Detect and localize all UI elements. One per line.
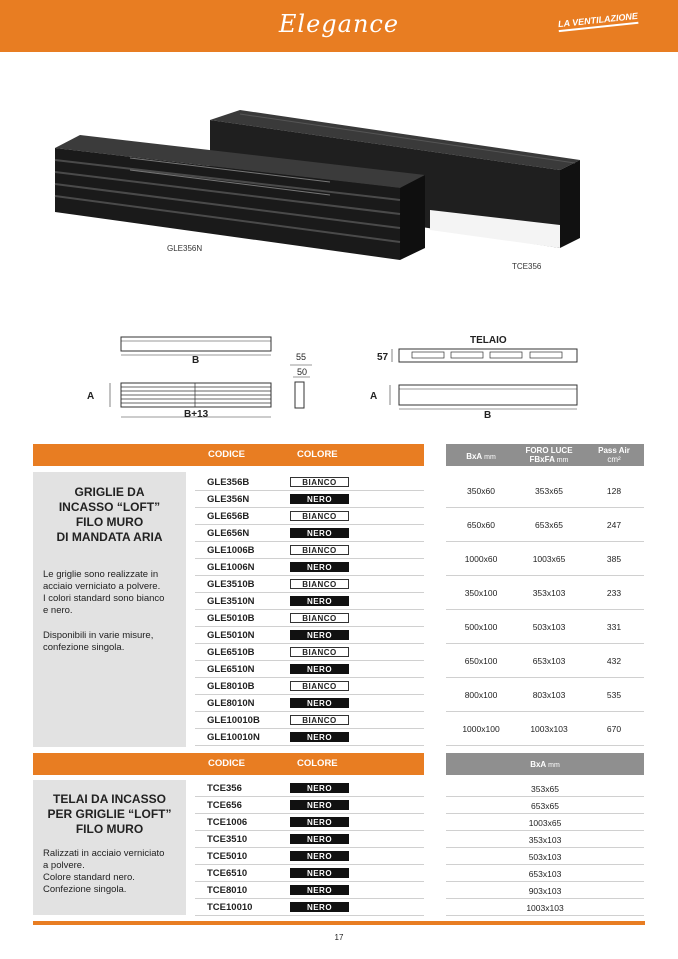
grille-row — [195, 729, 424, 746]
dim-b-top: B — [192, 355, 200, 366]
brand-logo: LA VENTILAZIONE — [557, 11, 638, 32]
dim-bxa: 1000x60 — [464, 554, 498, 564]
dim-b-telaio: B — [484, 410, 492, 421]
dim-pass: 535 — [606, 690, 622, 700]
frames-dim-header — [446, 753, 644, 775]
telaio-top-view — [399, 349, 577, 362]
frames-info-panel — [33, 780, 186, 915]
product-code: GLE656B — [207, 511, 250, 522]
dim-bxa: 503x103 — [528, 852, 562, 862]
grille-row — [195, 559, 424, 576]
product-code: GLE5010N — [207, 630, 255, 641]
dim-pass: 128 — [606, 486, 622, 496]
color-badge: NERO — [290, 800, 349, 810]
grille-side-profile — [295, 382, 304, 408]
dim-header-foro: FORO LUCE FBxFA mm — [525, 446, 573, 464]
product-code: GLE1006N — [207, 562, 255, 573]
product-code: TCE1006 — [207, 817, 248, 828]
photo-label-frame: TCE356 — [512, 262, 542, 271]
header-bar — [0, 0, 678, 52]
color-badge: BIANCO — [290, 511, 349, 521]
product-code: GLE3510B — [207, 579, 255, 590]
frame-row — [195, 899, 424, 916]
color-badge: BIANCO — [290, 681, 349, 691]
frame-dim-row — [446, 814, 644, 831]
frame-dim-row — [446, 780, 644, 797]
color-badge: NERO — [290, 902, 349, 912]
dim-bxa: 800x100 — [464, 690, 498, 700]
dim-bxa: 653x103 — [528, 869, 562, 879]
grille-dim-row — [446, 508, 644, 542]
grilles-col-codice: CODICE — [208, 449, 245, 460]
grilles-info-panel — [33, 472, 186, 747]
product-code: TCE356 — [207, 783, 242, 794]
dim-bxa: 650x60 — [467, 520, 495, 530]
dim-bxa: 650x100 — [464, 656, 498, 666]
frame-dim-row — [446, 848, 644, 865]
color-badge: NERO — [290, 783, 349, 793]
product-code: GLE10010N — [207, 732, 260, 743]
grille-row — [195, 525, 424, 542]
color-badge: BIANCO — [290, 613, 349, 623]
grilles-description: Le griglie sono realizzate in acciaio verniciato a polvere. I colori standard sono bianco e nero. — [43, 569, 165, 616]
technical-drawings — [0, 325, 678, 437]
color-badge: NERO — [290, 885, 349, 895]
dim-bxa: 1003x103 — [526, 903, 564, 913]
frames-header-bar — [33, 753, 424, 775]
grille-dim-row — [446, 474, 644, 508]
frames-title: TELAI DA INCASSO PER GRIGLIE “LOFT” FILO MURO — [47, 792, 172, 836]
product-code: TCE6510 — [207, 868, 248, 879]
dim-bxa: 653x65 — [531, 801, 559, 811]
dim-bxa: 353x103 — [528, 835, 562, 845]
color-badge: BIANCO — [290, 715, 349, 725]
grille-dim-row — [446, 576, 644, 610]
product-code: GLE6510B — [207, 647, 255, 658]
grilles-dim-header — [446, 444, 644, 466]
dim-pass: 432 — [606, 656, 622, 666]
color-badge: NERO — [290, 494, 349, 504]
dim-foro: 1003x65 — [532, 554, 566, 564]
dim-bxa: 353x65 — [531, 784, 559, 794]
grille-row — [195, 576, 424, 593]
grille-row — [195, 678, 424, 695]
color-badge: BIANCO — [290, 477, 349, 487]
grille-row — [195, 474, 424, 491]
product-code: GLE6510N — [207, 664, 255, 675]
frame-dim-row — [446, 899, 644, 916]
color-badge: NERO — [290, 817, 349, 827]
grille-row — [195, 610, 424, 627]
product-code: TCE5010 — [207, 851, 248, 862]
dim-b13: B+13 — [184, 409, 209, 420]
color-badge: BIANCO — [290, 579, 349, 589]
dim-a-telaio: A — [370, 391, 378, 402]
grilles-header-bar — [33, 444, 424, 466]
dim-bxa: 350x100 — [464, 588, 498, 598]
frame-row — [195, 780, 424, 797]
frames-description: Ralizzati in acciaio verniciato a polvere. Colore standard nero. Confezione singola. — [43, 848, 165, 895]
product-code: GLE356B — [207, 477, 250, 488]
product-code: TCE656 — [207, 800, 242, 811]
dim-50: 50 — [297, 367, 308, 377]
telaio-title: TELAIO — [470, 335, 507, 346]
dim-55: 55 — [296, 352, 307, 362]
grilles-col-colore: COLORE — [297, 449, 338, 460]
frame-dim-row — [446, 797, 644, 814]
grilles-title: GRIGLIE DA INCASSO “LOFT” FILO MURO DI MANDATA ARIA — [56, 485, 163, 544]
product-code: GLE10010B — [207, 715, 260, 726]
page-title: Elegance — [278, 10, 400, 38]
frames-col-codice: CODICE — [208, 758, 245, 769]
grille-row — [195, 508, 424, 525]
frame-dim-row — [446, 865, 644, 882]
product-code: GLE1006B — [207, 545, 255, 556]
grille-row — [195, 712, 424, 729]
frames-dim-header-bxa: BxA mm — [530, 760, 560, 769]
color-badge: BIANCO — [290, 647, 349, 657]
color-badge: NERO — [290, 868, 349, 878]
page-number: 17 — [334, 933, 344, 942]
product-code: GLE356N — [207, 494, 250, 505]
color-badge: NERO — [290, 528, 349, 538]
product-code: GLE656N — [207, 528, 250, 539]
grille-row — [195, 627, 424, 644]
dim-57: 57 — [377, 352, 389, 363]
dim-foro: 803x103 — [532, 690, 566, 700]
color-badge: NERO — [290, 664, 349, 674]
grille-dim-row — [446, 542, 644, 576]
dim-pass: 670 — [606, 724, 622, 734]
dim-foro: 653x65 — [535, 520, 563, 530]
frame-row — [195, 865, 424, 882]
product-code: GLE3510N — [207, 596, 255, 607]
grille-dim-row — [446, 678, 644, 712]
grille-dim-row — [446, 712, 644, 746]
dim-pass: 385 — [606, 554, 622, 564]
color-badge: NERO — [290, 834, 349, 844]
grille-row — [195, 542, 424, 559]
product-code: GLE5010B — [207, 613, 255, 624]
footer-rule — [33, 921, 645, 925]
color-badge: NERO — [290, 630, 349, 640]
grille-row — [195, 491, 424, 508]
color-badge: NERO — [290, 732, 349, 742]
product-code: TCE3510 — [207, 834, 248, 845]
dim-bxa: 1003x65 — [528, 818, 562, 828]
color-badge: NERO — [290, 562, 349, 572]
dim-pass: 247 — [606, 520, 622, 530]
photo-label-grille: GLE356N — [167, 244, 203, 253]
telaio-front-view — [399, 385, 577, 405]
grille-dim-row — [446, 610, 644, 644]
product-code: TCE8010 — [207, 885, 248, 896]
dim-foro: 353x103 — [532, 588, 566, 598]
grille-row — [195, 593, 424, 610]
product-code: TCE10010 — [207, 902, 253, 913]
frame-dim-row — [446, 882, 644, 899]
dim-bxa: 350x60 — [467, 486, 495, 496]
frame-row — [195, 797, 424, 814]
dim-pass: 331 — [606, 622, 622, 632]
dim-bxa: 903x103 — [528, 886, 562, 896]
dim-bxa: 500x100 — [464, 622, 498, 632]
dim-pass: 233 — [606, 588, 622, 598]
dim-a-grille: A — [87, 391, 95, 402]
frame-row — [195, 882, 424, 899]
frame-row — [195, 831, 424, 848]
color-badge: BIANCO — [290, 545, 349, 555]
dim-header-pass: Pass Air cm² — [598, 446, 630, 464]
grille-row — [195, 661, 424, 678]
grille-top-view — [121, 337, 271, 351]
color-badge: NERO — [290, 698, 349, 708]
frames-col-colore: COLORE — [297, 758, 338, 769]
dim-foro: 1003x103 — [530, 724, 568, 734]
frame-dim-row — [446, 831, 644, 848]
dim-foro: 503x103 — [532, 622, 566, 632]
grille-row — [195, 644, 424, 661]
color-badge: NERO — [290, 851, 349, 861]
dim-header-bxa: BxA mm — [466, 452, 496, 461]
dim-foro: 353x65 — [535, 486, 563, 496]
dim-bxa: 1000x100 — [462, 724, 500, 734]
product-photo — [0, 100, 678, 280]
product-code: GLE8010B — [207, 681, 255, 692]
color-badge: NERO — [290, 596, 349, 606]
dim-foro: 653x103 — [532, 656, 566, 666]
grille-dim-row — [446, 644, 644, 678]
frame-row — [195, 848, 424, 865]
frame-row — [195, 814, 424, 831]
grille-row — [195, 695, 424, 712]
product-code: GLE8010N — [207, 698, 255, 709]
grilles-availability: Disponibili in varie misure, confezione singola. — [43, 630, 154, 653]
